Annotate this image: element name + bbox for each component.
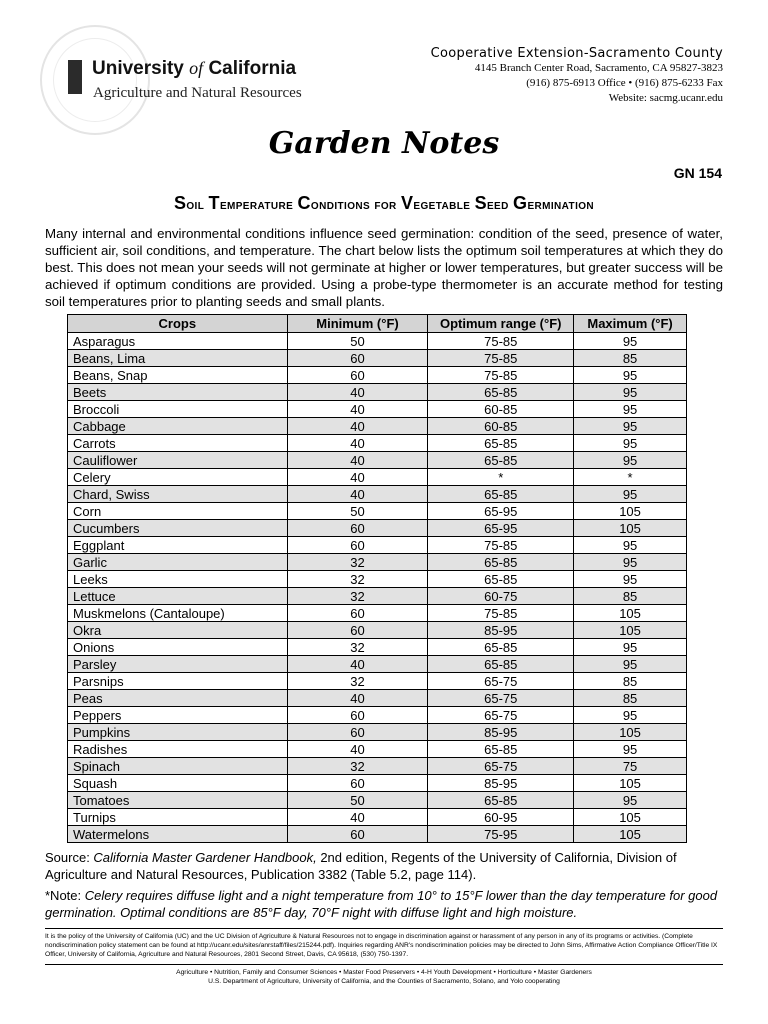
cell-maximum: 95 [574,333,687,350]
cell-optimum: 85-95 [428,724,574,741]
table-row [68,537,687,554]
table-row [68,758,687,775]
cell-crop: Lettuce [68,588,288,605]
cell-maximum: 95 [574,435,687,452]
table-row [68,724,687,741]
document-number: GN 154 [673,165,722,181]
cell-optimum: * [428,469,574,486]
cell-crop: Garlic [68,554,288,571]
cell-maximum: 105 [574,605,687,622]
cell-maximum: * [574,469,687,486]
cell-minimum: 50 [287,503,428,520]
footer-divider-bottom [45,964,723,965]
cell-minimum: 32 [287,571,428,588]
table-row [68,401,687,418]
cell-minimum: 40 [287,486,428,503]
cell-crop: Beans, Lima [68,350,288,367]
cell-maximum: 95 [574,554,687,571]
table-row [68,639,687,656]
table-row [68,741,687,758]
cell-optimum: 65-75 [428,673,574,690]
cell-optimum: 65-85 [428,792,574,809]
cell-crop: Carrots [68,435,288,452]
program-list: Agriculture • Nutrition, Family and Consumer Sciences • Master Food Preservers • 4-H Youth Development • Horticulture • Master Gardeners [176,969,592,976]
intro-paragraph: Many internal and environmental conditions influence seed germination: condition of the seed, presence of water, sufficient air, soil conditions, and temperature. The chart below lists the optimum soil temperatures at which they do best. This does not mean your seeds will not germinate at higher or lower temperatures, but greater success will be achieved if optimum conditions are provided. Using a probe-type thermometer is an accurate method for testing soil temperatures prior to planting seeds and small plants. [45,226,723,309]
table-row [68,503,687,520]
cell-minimum: 40 [287,469,428,486]
cell-maximum: 85 [574,690,687,707]
cell-maximum: 85 [574,673,687,690]
cell-maximum: 95 [574,486,687,503]
cell-optimum: 60-95 [428,809,574,826]
cell-minimum: 40 [287,418,428,435]
cell-crop: Turnips [68,809,288,826]
cell-minimum: 32 [287,758,428,775]
cell-maximum: 95 [574,656,687,673]
cell-minimum: 40 [287,690,428,707]
cell-optimum: 65-95 [428,503,574,520]
cell-minimum: 32 [287,673,428,690]
table-row [68,690,687,707]
cell-crop: Asparagus [68,333,288,350]
cooperating-agencies: U.S. Department of Agriculture, University of California, and the Counties of Sacramento, Solano, and Yolo cooperating [208,978,560,985]
cell-minimum: 60 [287,775,428,792]
table-row [68,673,687,690]
cell-maximum: 95 [574,452,687,469]
office-phone: (916) 875-6913 Office • (916) 875-6233 Fax [526,77,723,89]
logo-mark [68,60,82,94]
cell-optimum: 65-85 [428,384,574,401]
logo-institution: University of California [92,58,297,79]
cell-crop: Pumpkins [68,724,288,741]
cell-minimum: 32 [287,639,428,656]
cell-optimum: 65-85 [428,452,574,469]
cell-crop: Eggplant [68,537,288,554]
table-row [68,418,687,435]
cell-optimum: 85-95 [428,775,574,792]
source-book-title: California Master Gardener Handbook, [93,850,317,865]
office-website: Website: sacmg.ucanr.edu [608,92,723,104]
cell-crop: Corn [68,503,288,520]
cell-crop: Cauliflower [68,452,288,469]
office-contact-block [431,46,723,106]
cell-minimum: 40 [287,741,428,758]
cell-crop: Watermelons [68,826,288,843]
nondiscrimination-statement: It is the policy of the University of California (UC) and the UC Division of Agriculture & Natural Resources not to engage in discrimination against or harassment of any person in any of its programs or activities. (Complete nondiscrimination policy statement can be found at http://ucanr.edu/sites/anrstaff/files/215244.pdf). Inquiries regarding ANR's nondiscrimination policies may be directed to John Sims, Affirmative Action Compliance Officer/Title IX Officer, University of California, Agriculture and Natural Resources, 2801 Second Street, Davis, CA 95618, (530) 750-1397. [45,933,718,958]
table-row [68,452,687,469]
table-row [68,622,687,639]
table-row [68,605,687,622]
cell-minimum: 60 [287,367,428,384]
cell-optimum: 75-85 [428,333,574,350]
cell-optimum: 85-95 [428,622,574,639]
cell-optimum: 65-85 [428,571,574,588]
cell-maximum: 105 [574,826,687,843]
cell-crop: Squash [68,775,288,792]
cell-optimum: 65-85 [428,435,574,452]
table-row [68,809,687,826]
cell-maximum: 105 [574,622,687,639]
cell-crop: Tomatoes [68,792,288,809]
cell-minimum: 40 [287,452,428,469]
cell-minimum: 40 [287,435,428,452]
cell-crop: Chard, Swiss [68,486,288,503]
table-row [68,520,687,537]
cell-minimum: 60 [287,537,428,554]
cell-crop: Peppers [68,707,288,724]
cell-crop: Parsnips [68,673,288,690]
cell-optimum: 60-85 [428,418,574,435]
cell-minimum: 50 [287,333,428,350]
cell-maximum: 95 [574,792,687,809]
cell-minimum: 60 [287,350,428,367]
cell-crop: Onions [68,639,288,656]
cell-optimum: 75-85 [428,605,574,622]
cell-maximum: 105 [574,520,687,537]
cell-optimum: 75-85 [428,537,574,554]
university-seal-watermark [40,25,150,135]
header-optimum: Optimum range (°F) [428,315,574,333]
source-citation: Source: California Master Gardener Handbook, 2nd edition, Regents of the University of California, Division of Agriculture and Natural Resources, Publication 3382 (Table 5.2, page 114). [45,850,677,882]
cell-maximum: 85 [574,350,687,367]
cell-maximum: 95 [574,401,687,418]
cell-maximum: 105 [574,503,687,520]
header-minimum: Minimum (°F) [287,315,428,333]
table-row [68,792,687,809]
table-row [68,656,687,673]
header-maximum: Maximum (°F) [574,315,687,333]
table-row [68,826,687,843]
cell-crop: Cucumbers [68,520,288,537]
cell-crop: Beets [68,384,288,401]
cell-crop: Parsley [68,656,288,673]
cell-maximum: 95 [574,384,687,401]
office-address: 4145 Branch Center Road, Sacramento, CA 95827-3823 [474,62,723,74]
office-name: Cooperative Extension-Sacramento County [430,46,723,61]
cell-optimum: 65-95 [428,520,574,537]
cell-crop: Cabbage [68,418,288,435]
cell-crop: Peas [68,690,288,707]
table-row [68,707,687,724]
cell-optimum: 65-75 [428,690,574,707]
cell-maximum: 95 [574,537,687,554]
cell-maximum: 95 [574,707,687,724]
series-title: Garden Notes [268,126,500,161]
cell-minimum: 60 [287,622,428,639]
cell-optimum: 60-75 [428,588,574,605]
celery-note: *Note: Celery requires diffuse light and a night temperature from 10° to 15°F lower than the day temperature for good germination. Optimal conditions are 85°F day, 70°F night with diffuse light and high moisture. [45,888,718,920]
cell-optimum: 75-95 [428,826,574,843]
cell-crop: Celery [68,469,288,486]
document-title: Soil Temperature Conditions for Vegetable Seed Germination [173,193,595,213]
cell-crop: Beans, Snap [68,367,288,384]
table-row [68,367,687,384]
cell-maximum: 95 [574,418,687,435]
table-row [68,350,687,367]
cell-maximum: 105 [574,809,687,826]
cell-minimum: 60 [287,605,428,622]
table-row [68,775,687,792]
logo-division: Agriculture and Natural Resources [93,85,302,101]
cell-optimum: 65-85 [428,741,574,758]
cell-crop: Muskmelons (Cantaloupe) [68,605,288,622]
cell-minimum: 60 [287,826,428,843]
cell-minimum: 60 [287,520,428,537]
cell-maximum: 75 [574,758,687,775]
cell-crop: Okra [68,622,288,639]
cell-minimum: 40 [287,656,428,673]
cell-crop: Broccoli [68,401,288,418]
table-row [68,571,687,588]
cell-optimum: 75-85 [428,367,574,384]
cell-minimum: 60 [287,724,428,741]
cell-optimum: 65-85 [428,639,574,656]
table-row [68,333,687,350]
cell-minimum: 40 [287,809,428,826]
table-row [68,486,687,503]
cell-optimum: 65-85 [428,486,574,503]
cell-maximum: 95 [574,571,687,588]
table-header-row [68,315,687,333]
cell-optimum: 65-75 [428,758,574,775]
table-row [68,588,687,605]
cell-maximum: 105 [574,724,687,741]
cell-optimum: 65-85 [428,554,574,571]
cell-maximum: 95 [574,367,687,384]
cell-optimum: 60-85 [428,401,574,418]
cell-crop: Radishes [68,741,288,758]
cell-maximum: 105 [574,775,687,792]
table-row [68,384,687,401]
footer-divider-top [45,928,723,929]
cell-maximum: 85 [574,588,687,605]
table-row [68,554,687,571]
table-row [68,469,687,486]
cell-optimum: 65-75 [428,707,574,724]
cell-optimum: 75-85 [428,350,574,367]
cell-minimum: 40 [287,401,428,418]
cell-minimum: 60 [287,707,428,724]
cell-maximum: 95 [574,741,687,758]
cell-minimum: 40 [287,384,428,401]
soil-temperature-table [67,314,687,843]
cell-minimum: 32 [287,588,428,605]
header-crops: Crops [68,315,288,333]
cell-crop: Leeks [68,571,288,588]
cell-crop: Spinach [68,758,288,775]
cell-maximum: 95 [574,639,687,656]
cell-minimum: 50 [287,792,428,809]
table-body [68,333,687,843]
cell-optimum: 65-85 [428,656,574,673]
table-row [68,435,687,452]
cell-minimum: 32 [287,554,428,571]
